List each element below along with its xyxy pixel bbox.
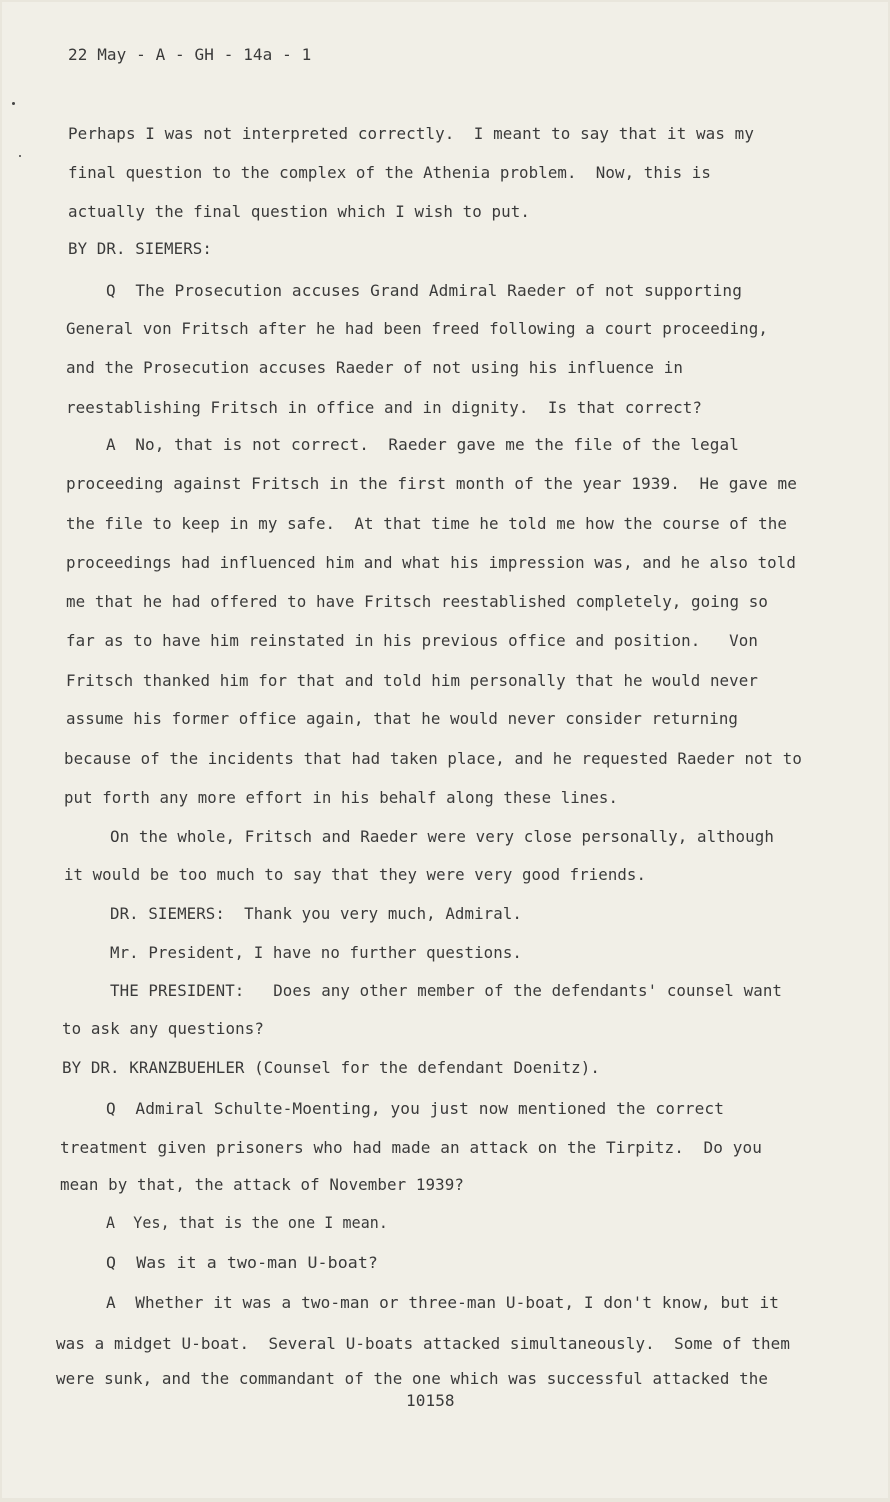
answer-line: A No, that is not correct. Raeder gave me the file of the legal [106,435,740,454]
text-line: proceedings had influenced him and what his impression was, and he also told [66,553,797,572]
speaker-heading: BY DR. KRANZBUEHLER (Counsel for the defendant Doenitz). [62,1058,601,1077]
text-line: and the Prosecution accuses Raeder of not using his influence in [66,358,683,377]
question-line: Q Was it a two-man U-boat? [106,1253,378,1272]
answer-line: A Whether it was a two-man or three-man U-boat, I don't know, but it [106,1293,779,1312]
document-page [2,2,888,1498]
page-header: 22 May - A - GH - 14a - 1 [68,45,312,64]
text-line: me that he had offered to have Fritsch reestablished completely, going so [66,592,768,611]
text-line: proceeding against Fritsch in the first month of the year 1939. He gave me [66,474,797,493]
text-line: the file to keep in my safe. At that time he told me how the course of the [66,514,787,533]
text-line: Perhaps I was not interpreted correctly. I meant to say that it was my [68,124,754,143]
question-line: Q Admiral Schulte-Moenting, you just now mentioned the correct [106,1099,725,1118]
text-line: On the whole, Fritsch and Raeder were very close personally, although [110,827,774,846]
text-line: mean by that, the attack of November 1939? [60,1175,464,1194]
answer-line: A Yes, that is the one I mean. [106,1213,388,1232]
margin-mark [12,102,15,105]
text-line: Fritsch thanked him for that and told him personally that he would never [66,671,759,690]
text-line: reestablishing Fritsch in office and in dignity. Is that correct? [66,398,703,417]
question-line: Q The Prosecution accuses Grand Admiral Raeder of not supporting [106,281,742,300]
text-line: was a midget U-boat. Several U-boats attacked simultaneously. Some of them [56,1334,791,1353]
text-line: assume his former office again, that he would never consider returning [66,709,739,728]
margin-mark [19,155,21,157]
speaker-line: DR. SIEMERS: Thank you very much, Admiral. [110,904,522,923]
text-line: final question to the complex of the Athenia problem. Now, this is [68,163,711,182]
text-line: far as to have him reinstated in his previous office and position. Von [66,631,759,650]
text-line: General von Fritsch after he had been freed following a court proceeding, [66,319,768,338]
text-line: treatment given prisoners who had made an attack on the Tirpitz. Do you [60,1138,763,1157]
text-line: were sunk, and the commandant of the one which was successful attacked the [56,1369,769,1388]
page-number: 10158 [406,1391,455,1410]
text-line: because of the incidents that had taken place, and he requested Raeder not to [64,749,802,768]
text-line: it would be too much to say that they were very good friends. [64,865,647,884]
text-line: Mr. President, I have no further questions. [110,943,522,962]
text-line: to ask any questions? [62,1019,264,1038]
text-line: put forth any more effort in his behalf along these lines. [64,788,619,807]
speaker-line: THE PRESIDENT: Does any other member of the defendants' counsel want [110,981,783,1000]
speaker-heading: BY DR. SIEMERS: [68,239,212,258]
text-line: actually the final question which I wish to put. [68,202,531,221]
